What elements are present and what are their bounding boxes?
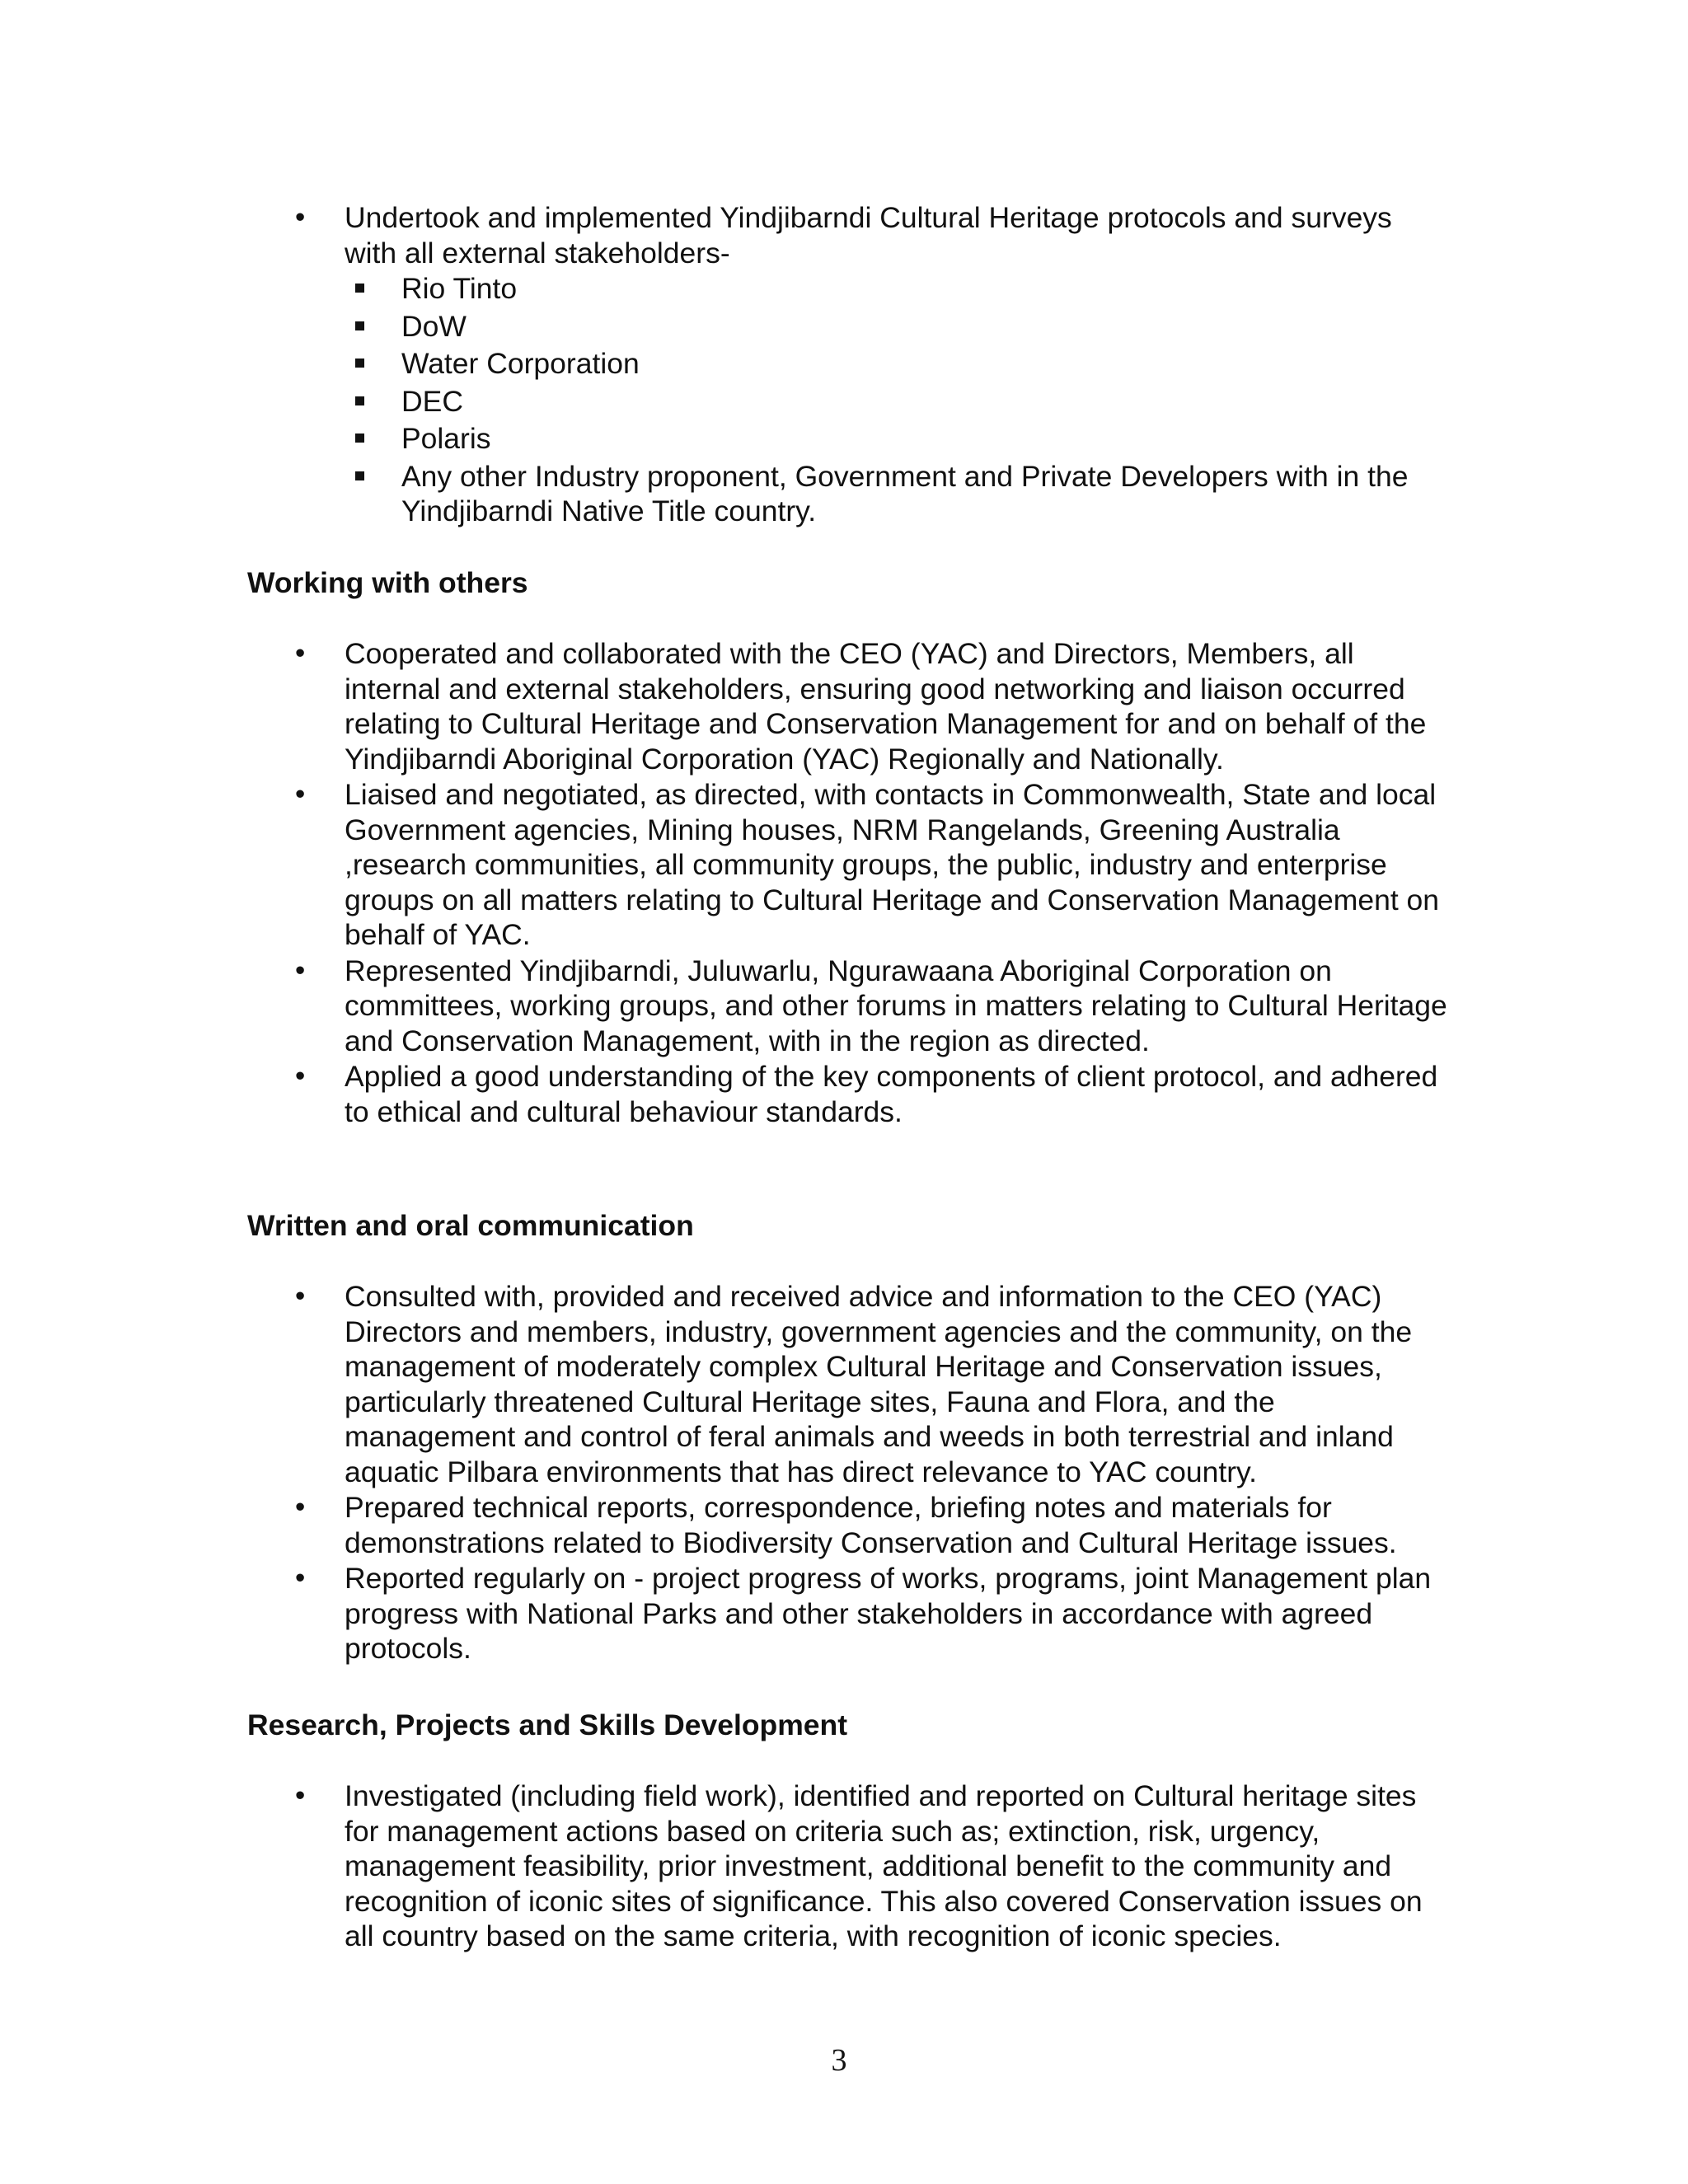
sub-bullet-text: Water Corporation — [401, 347, 640, 380]
bullet-item — [295, 954, 1449, 1059]
square-bullet-icon — [355, 359, 364, 368]
bullet-text: Undertook and implemented Yindjibarndi Cultural Heritage protocols and surveys with all external stakeholders- — [345, 201, 1392, 269]
square-bullet-icon — [355, 321, 364, 330]
section-list — [0, 1279, 1688, 1666]
sub-bullet-text: Rio Tinto — [401, 272, 518, 305]
bullet-item — [295, 1779, 1449, 1954]
bullet-text: Prepared technical reports, correspondence, briefing notes and materials for demonstrations related to Biodiversity Conservation and Cultural Heritage issues. — [345, 1491, 1397, 1559]
bullet-icon: • — [295, 954, 306, 987]
bullet-text: Investigated (including field work), identified and reported on Cultural heritage sites for management actions based on criteria such as; extinction, risk, urgency, management feasibility, prior investment, additional benefit to the community and recognition of iconic sites of significance. This also covered Conservation issues on all country based on the same criteria, with recognition of iconic species. — [345, 1779, 1423, 1952]
bullet-item — [295, 1279, 1449, 1489]
bullet-icon: • — [295, 637, 306, 669]
section-list — [0, 1779, 1688, 1954]
page-number: 3 — [831, 2043, 847, 2078]
section-heading: Research, Projects and Skills Development — [247, 1708, 848, 1741]
sub-bullet-item — [401, 459, 1449, 529]
bullet-icon: • — [295, 1779, 306, 1811]
bullet-icon: • — [295, 1060, 306, 1092]
bullet-item — [295, 1059, 1449, 1129]
sub-bullet-text: DEC — [401, 384, 463, 418]
sub-bullet-item — [401, 271, 1449, 309]
section-list — [0, 636, 1688, 1129]
sub-bullet-item — [401, 384, 1449, 422]
bullet-icon: • — [295, 1280, 306, 1312]
bullet-item — [295, 1490, 1449, 1560]
bullet-text: Reported regularly on - project progress of works, programs, joint Management plan progress with National Parks and other stakeholders in accordance with agreed protocols. — [345, 1562, 1432, 1665]
sub-bullet-item — [401, 309, 1449, 347]
sub-bullet-text: DoW — [401, 309, 467, 343]
bullet-icon: • — [295, 1491, 306, 1523]
bullet-item — [295, 777, 1449, 953]
sub-bullet-text: Any other Industry proponent, Government and Private Developers with in the Yindjibarndi Native Title country. — [401, 459, 1409, 527]
section-heading: Working with others — [247, 566, 528, 599]
sub-bullet-text: Polaris — [401, 422, 491, 455]
bullet-icon: • — [295, 201, 306, 233]
sub-bullet-item — [401, 346, 1449, 384]
square-bullet-icon — [355, 396, 364, 405]
bullet-item — [295, 200, 1449, 270]
sub-bullet-item — [401, 421, 1449, 459]
bullet-text: Consulted with, provided and received advice and information to the CEO (YAC) Directors and members, industry, government agencies and the community, on the management of moderately complex Cultural Heritage and Conservation issues, particularly threatened Cultural Heritage sites, Fauna and Flora, and the management and control of feral animals and weeds in both terrestrial and inland aquatic Pilbara environments that has direct relevance to YAC country. — [345, 1280, 1413, 1488]
square-bullet-icon — [355, 434, 364, 443]
section-heading: Written and oral communication — [247, 1209, 694, 1242]
bullet-text: Cooperated and collaborated with the CEO (YAC) and Directors, Members, all internal and external stakeholders, ensuring good networking and liaison occurred relating to Cultural Heritage and Conservation Management for and on behalf of the Yindjibarndi Aboriginal Corporation (YAC) Regionally and Nationally. — [345, 637, 1427, 776]
square-bullet-icon — [355, 471, 364, 480]
bullet-icon: • — [295, 1562, 306, 1594]
bullet-icon: • — [295, 778, 306, 810]
bullet-text: Represented Yindjibarndi, Juluwarlu, Ngurawaana Aboriginal Corporation on committees, working groups, and other forums in matters relating to Cultural Heritage and Conservation Management, with in the region as directed. — [345, 954, 1447, 1057]
bullet-text: Applied a good understanding of the key components of client protocol, and adhered to ethical and cultural behaviour standards. — [345, 1060, 1438, 1128]
square-bullet-icon — [355, 284, 364, 293]
bullet-item — [295, 636, 1449, 776]
bullet-item — [295, 1561, 1449, 1666]
bullet-text: Liaised and negotiated, as directed, with contacts in Commonwealth, State and local Government agencies, Mining houses, NRM Rangelands, Greening Australia ,research communities, all community groups, the public, industry and enterprise groups on all matters relating to Cultural Heritage and Conservation Management on behalf of YAC. — [345, 778, 1440, 951]
intro-block — [0, 200, 1688, 529]
